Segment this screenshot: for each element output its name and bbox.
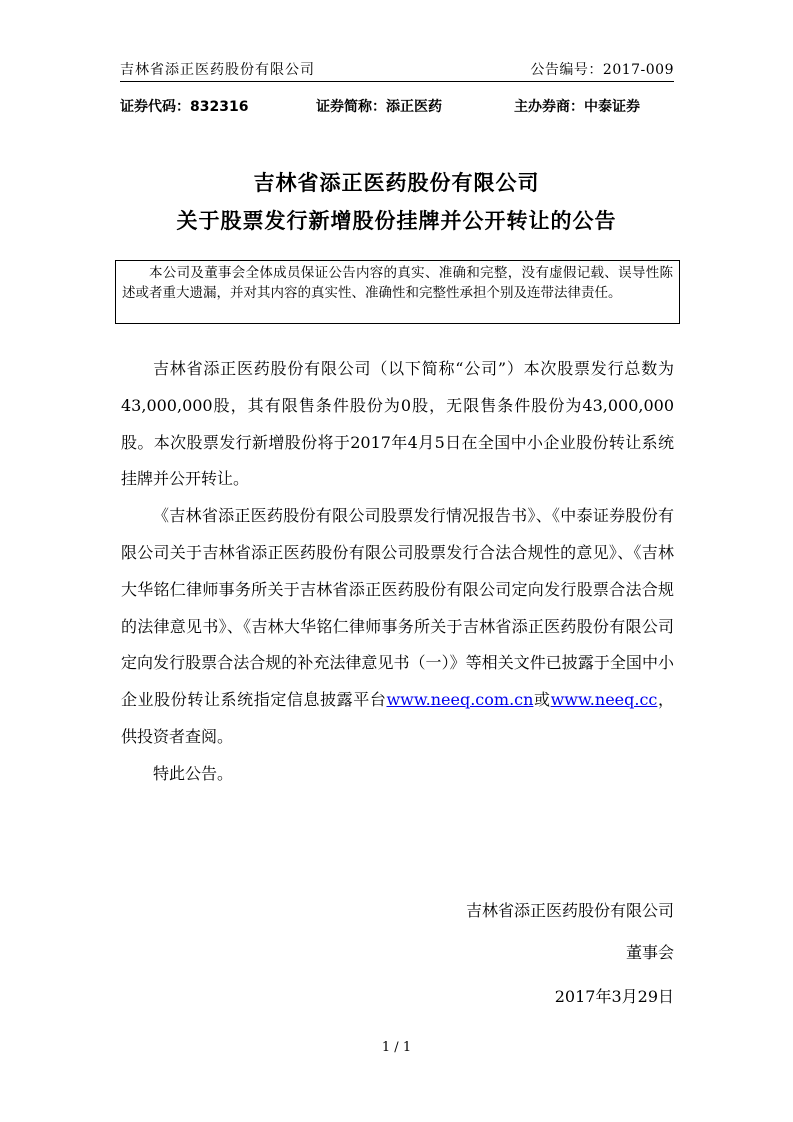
paragraph-disclosure — [121, 498, 674, 756]
paragraph-closing: 特此公告。 — [153, 763, 234, 783]
disclosure-tail: ，供投资者查阅。 — [121, 690, 674, 746]
title-line-2: 关于股票发行新增股份挂牌并公开转让的公告 — [176, 209, 617, 233]
signature-company: 吉林省添正医药股份有限公司 — [465, 901, 674, 920]
disclaimer-box — [115, 260, 680, 324]
page-header — [120, 57, 674, 82]
page-number: 1 / 1 — [381, 1040, 412, 1055]
paragraph-issuance: 吉林省添正医药股份有限公司（以下简称“公司”）本次股票发行总数为43,000,000股，其有限售条件股份为0股，无限售条件股份为43,000,000股。本次股票发行新增股份将于2017年4月5日在全国中小企业股份转让系统挂牌并公开转让。 — [121, 359, 674, 489]
sponsor-broker: 主办券商：中泰证券 — [514, 99, 640, 115]
announcement-body — [121, 351, 674, 793]
header-company: 吉林省添正医药股份有限公司 — [120, 62, 315, 78]
neeq-cc-link[interactable]: www.neeq.cc — [550, 690, 658, 710]
disclosure-text: 《吉林省添正医药股份有限公司股票发行情况报告书》、《中泰证券股份有限公司关于吉林省添正医药股份有限公司股票发行合法合规性的意见》、《吉林大华铭仁律师事务所关于吉林省添正医药股份有限公司定向发行股票合法合规的法律意见书》、《吉林大华铭仁律师事务所关于吉林省添正医药股份有限公司定向发行股票合法合规的补充法律意见书（一）》等相关文件已披露于全国中小企业股份转让系统指定信息披露平台 — [121, 506, 674, 710]
title-line-1: 吉林省添正医药股份有限公司 — [253, 171, 540, 195]
signature-board: 董事会 — [625, 943, 674, 962]
or-text: 或 — [533, 690, 551, 710]
header-announcement-number: 公告编号：2017-009 — [530, 62, 674, 78]
security-short-name: 证券简称：添正医药 — [316, 99, 442, 115]
disclaimer-text: 本公司及董事会全体成员保证公告内容的真实、准确和完整，没有虚假记载、误导性陈述或者重大遗漏，并对其内容的真实性、准确性和完整性承担个别及连带法律责任。 — [122, 265, 673, 301]
signature-date: 2017年3月29日 — [554, 987, 674, 1006]
neeq-com-cn-link[interactable]: www.neeq.com.cn — [386, 690, 534, 710]
security-code: 证券代码：832316 — [120, 99, 249, 115]
